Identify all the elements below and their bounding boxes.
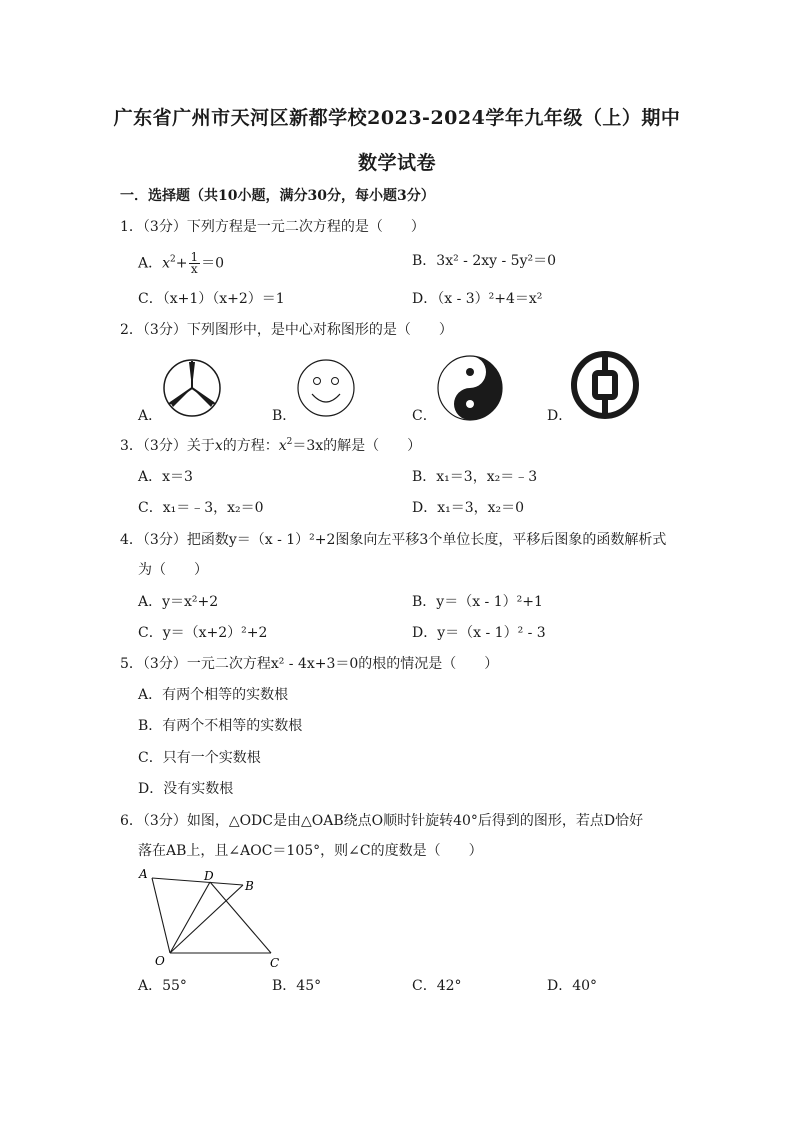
- q2-stem: 2．（3分）下列图形中，是中心对称图形的是（ ）: [120, 322, 453, 338]
- q1-option-a: A．$x^2+$ $\frac{1}{x}$ ＝0: [138, 250, 225, 276]
- q1-option-b: B．3x² - 2xy - 5y²＝0: [412, 253, 557, 269]
- title-line-1: 广东省广州市天河区新都学校2023-2024学年九年级（上）期中: [113, 107, 681, 129]
- q3-stem: 3．（3分）关于x的方程：$x^2=3x$的解是（ ）: [120, 437, 422, 454]
- q5-stem: 5．（3分）一元二次方程x² - 4x+3＝0的根的情况是（ ）: [120, 656, 499, 672]
- q1-option-c: C．（x+1）（x+2）＝1: [138, 291, 285, 307]
- fraction: $\frac{1}{x}$: [190, 250, 199, 276]
- q2-option-d: D．: [547, 408, 573, 424]
- point-label-a: A: [139, 867, 148, 881]
- q6-option-b: B．45°: [272, 978, 322, 994]
- q6-option-d: D．40°: [547, 978, 598, 994]
- q4-option-d: D．y＝（x - 1）² - 3: [412, 625, 546, 641]
- q4-option-b: B．y＝（x - 1）²+1: [412, 594, 543, 610]
- yin-yang-icon: [436, 354, 504, 422]
- smiley-face-icon: [296, 358, 356, 418]
- q2-option-b: B．: [272, 408, 297, 424]
- square-hole-coin-icon: [570, 350, 640, 420]
- q4-stem-line-1: 4．（3分）把函数y＝（x - 1）²+2图象向左平移3个单位长度，平移后图象的函数解析式: [120, 532, 667, 548]
- q2-option-c: C．: [412, 408, 437, 424]
- q1-stem: 1．（3分）下列方程是一元二次方程的是（ ）: [120, 219, 425, 235]
- q6-option-a: A．55°: [138, 978, 187, 994]
- q5-option-c: C．只有一个实数根: [138, 750, 261, 766]
- q3-option-a: A．x＝3: [138, 469, 193, 485]
- three-blade-circle-icon: [162, 358, 222, 418]
- point-label-o: O: [155, 954, 165, 968]
- q2-option-a: A．: [138, 408, 163, 424]
- point-label-c: C: [270, 956, 280, 970]
- q4-option-a: A．y＝x²+2: [138, 594, 219, 610]
- q6-option-c: C．42°: [412, 978, 462, 994]
- point-label-b: B: [245, 879, 254, 893]
- section-heading: 一．选择题（共10小题，满分30分，每小题3分）: [120, 188, 435, 204]
- rotation-triangle-figure: [135, 866, 295, 970]
- q1-option-d: D．（x - 3）²+4＝x²: [412, 291, 543, 307]
- q3-option-c: C．x₁＝﹣3，x₂＝0: [138, 500, 264, 516]
- title-line-2: 数学试卷: [357, 152, 436, 174]
- q4-stem-line-2: 为（ ）: [138, 562, 208, 578]
- q6-stem-line-1: 6．（3分）如图，△ODC是由△OAB绕点O顺时针旋转40°后得到的图形，若点D恰好: [120, 813, 644, 829]
- q5-option-a: A．有两个相等的实数根: [138, 687, 289, 703]
- q5-option-d: D．没有实数根: [138, 781, 234, 797]
- q5-option-b: B．有两个不相等的实数根: [138, 718, 303, 734]
- q4-option-c: C．y＝（x+2）²+2: [138, 625, 268, 641]
- q3-option-d: D．x₁＝3，x₂＝0: [412, 500, 525, 516]
- point-label-d: D: [204, 869, 214, 883]
- q3-option-b: B．x₁＝3，x₂＝﹣3: [412, 469, 538, 485]
- q6-stem-line-2: 落在AB上，且∠AOC＝105°，则∠C的度数是（ ）: [138, 843, 483, 859]
